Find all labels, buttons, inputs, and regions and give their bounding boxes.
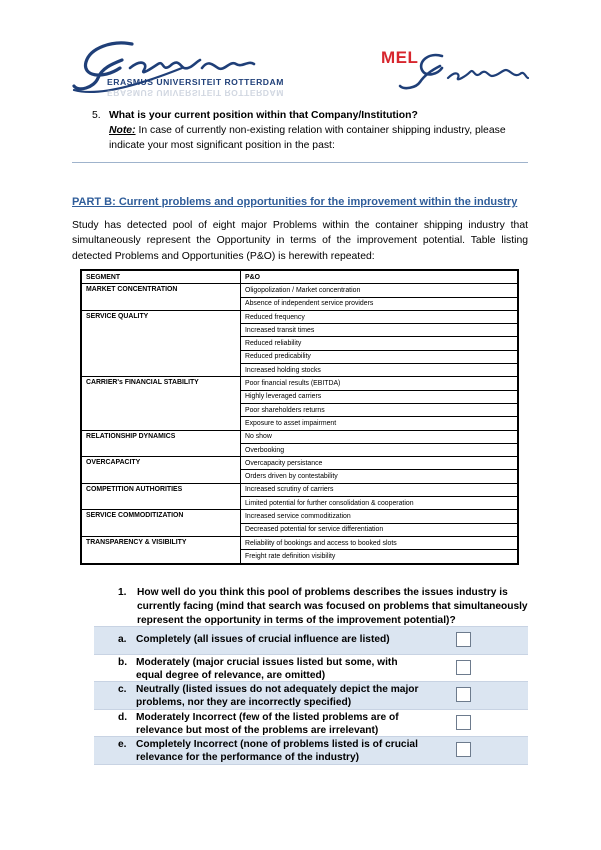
segment-cell: SERVICE COMMODITIZATION xyxy=(81,510,241,537)
segment-cell: OVERCAPACITY xyxy=(81,457,241,484)
question-1-text: How well do you think this pool of problems describes the issues industry is currently facing (mind that search was focused on problems that simultaneously represent the opportunity in terms of the improvement potential)? xyxy=(137,587,528,626)
note-label: Note: xyxy=(109,125,136,137)
table-row xyxy=(81,536,518,549)
part-b-intro: Study has detected pool of eight major Problems within the container shipping industry that simultaneously represent the Opportunity in terms of the improvement potential. Table listing detected Problems and Opportunities (P&O) is herewith repeated: xyxy=(72,220,528,262)
erasmus-subtitle: ERASMUS UNIVERSITEIT ROTTERDAM xyxy=(107,77,284,87)
table-header-row xyxy=(81,270,518,284)
segment-cell: SERVICE QUALITY xyxy=(81,310,241,376)
option-e-checkbox[interactable] xyxy=(456,742,471,757)
po-cell: Increased scrutiny of carriers xyxy=(241,483,519,496)
answer-line[interactable] xyxy=(72,162,528,163)
option-text: Moderately (major crucial issues listed but some, with equal degree of relevance, are omitted) xyxy=(136,656,398,681)
option-text: Moderately Incorrect (few of the listed problems are of relevance but most of the problems are irrelevant) xyxy=(136,711,399,736)
po-cell: No show xyxy=(241,430,519,443)
po-cell: Orders driven by contestability xyxy=(241,470,519,483)
segment-cell: MARKET CONCENTRATION xyxy=(81,284,241,311)
segment-cell: TRANSPARENCY & VISIBILITY xyxy=(81,536,241,563)
option-a xyxy=(94,626,528,654)
po-cell: Increased transit times xyxy=(241,324,519,337)
po-cell: Exposure to asset impairment xyxy=(241,417,519,430)
table-row xyxy=(81,310,518,323)
po-cell: Highly leveraged carriers xyxy=(241,390,519,403)
table-row xyxy=(81,510,518,523)
question-5-text: What is your current position within that Company/Institution? xyxy=(109,110,418,121)
answer-options xyxy=(94,626,528,765)
po-cell: Decreased potential for service differentiation xyxy=(241,523,519,536)
header-po: P&O xyxy=(241,270,519,284)
option-letter: a. xyxy=(118,634,127,645)
option-text: Completely (all issues of crucial influence are listed) xyxy=(136,634,390,645)
po-cell: Poor shareholders returns xyxy=(241,403,519,416)
part-b-title: PART B: Current problems and opportunities for the improvement within the industry xyxy=(72,196,518,208)
option-c-checkbox[interactable] xyxy=(456,687,471,702)
option-d-checkbox[interactable] xyxy=(456,715,471,730)
po-cell: Oligopolization / Market concentration xyxy=(241,284,519,297)
segment-cell: COMPETITION AUTHORITIES xyxy=(81,483,241,510)
po-cell: Increased service commoditization xyxy=(241,510,519,523)
segment-cell: CARRIER's FINANCIAL STABILITY xyxy=(81,377,241,430)
table-row xyxy=(81,483,518,496)
segment-cell: RELATIONSHIP DYNAMICS xyxy=(81,430,241,457)
po-cell: Overcapacity persistance xyxy=(241,457,519,470)
option-a-checkbox[interactable] xyxy=(456,632,471,647)
po-cell: Poor financial results (EBITDA) xyxy=(241,377,519,390)
option-d xyxy=(94,709,528,737)
note-text: In case of currently non-existing relation with container shipping industry, please indicate your most significant position in the past: xyxy=(109,125,506,152)
option-text: Completely Incorrect (none of problems listed is of crucial relevance for the performance of the industry) xyxy=(136,739,418,763)
question-5 xyxy=(92,108,532,154)
option-text: Neutrally (listed issues do not adequately depict the major problems, nor they are incorrectly specified) xyxy=(136,684,419,708)
po-cell: Freight rate definition visibility xyxy=(241,550,519,564)
mel-logo-text: MEL xyxy=(381,48,419,67)
po-cell: Increased holding stocks xyxy=(241,364,519,377)
question-1 xyxy=(118,586,528,628)
mel-erasmus-logo xyxy=(380,48,530,92)
table-row xyxy=(81,377,518,390)
po-cell: Reduced frequency xyxy=(241,310,519,323)
po-cell: Reduced reliability xyxy=(241,337,519,350)
erasmus-subtitle-reflection: ERASMUS UNIVERSITEIT ROTTERDAM xyxy=(107,88,284,98)
table-row xyxy=(81,457,518,470)
po-cell: Limited potential for further consolidation & cooperation xyxy=(241,497,519,510)
table-row xyxy=(81,284,518,297)
option-c xyxy=(94,681,528,709)
header-segment: SEGMENT xyxy=(81,270,241,284)
option-b-checkbox[interactable] xyxy=(456,660,471,675)
option-e xyxy=(94,736,528,765)
question-5-number: 5. xyxy=(92,110,101,121)
option-letter: d. xyxy=(118,711,128,723)
po-cell: Overbooking xyxy=(241,443,519,456)
question-1-number: 1. xyxy=(118,587,127,598)
table-row xyxy=(81,430,518,443)
po-cell: Reliability of bookings and access to booked slots xyxy=(241,536,519,549)
option-b xyxy=(94,654,528,682)
option-letter: e. xyxy=(118,739,127,750)
problems-opportunities-table xyxy=(80,269,519,565)
option-letter: c. xyxy=(118,684,127,695)
po-cell: Reduced predicability xyxy=(241,350,519,363)
option-letter: b. xyxy=(118,656,128,668)
po-cell: Absence of independent service providers xyxy=(241,297,519,310)
